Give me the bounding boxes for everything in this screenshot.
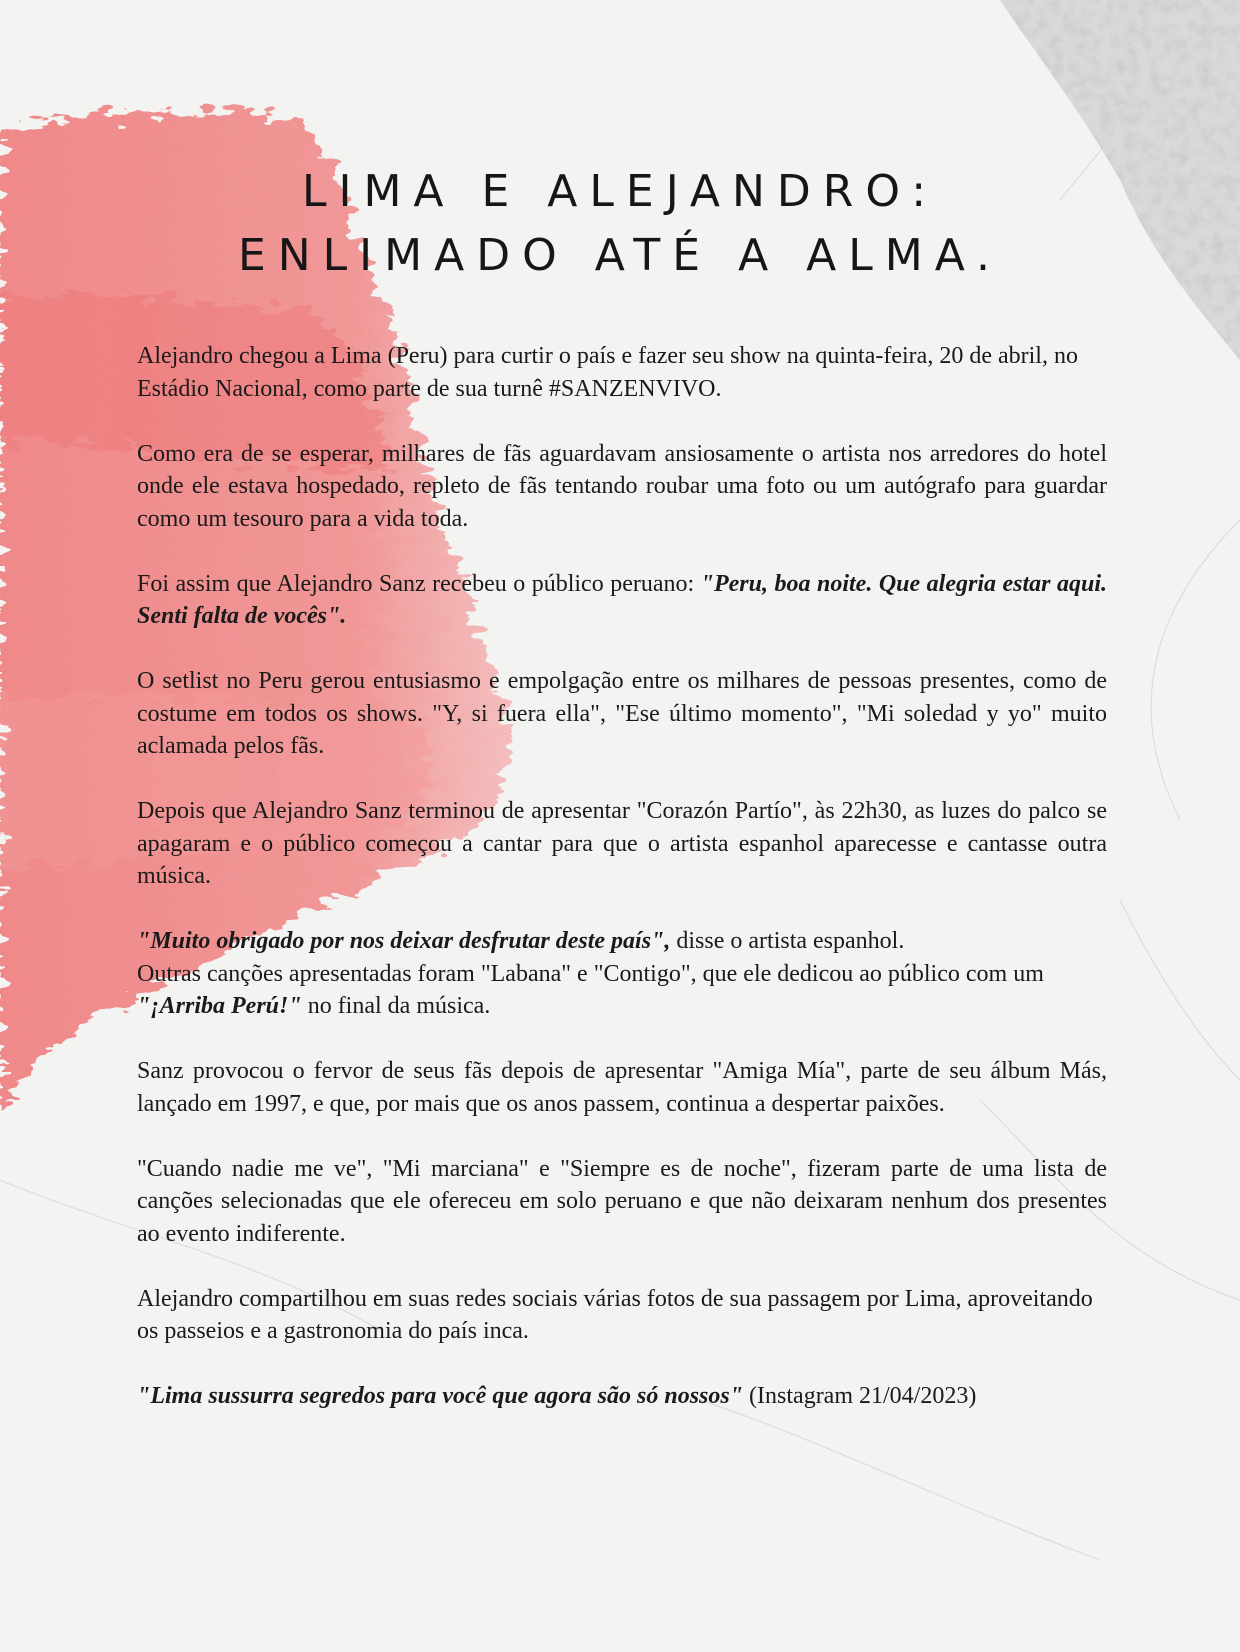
thanks-quote: "Muito obrigado por nos deixar desfrutar deste país", — [137, 928, 671, 954]
other-songs-text: Outras canções apresentadas foram "Labana" e "Contigo", que ele dedicou ao público com um — [137, 960, 1044, 987]
paragraph-arrival: Alejandro chegou a Lima (Peru) para curtir o país e fazer seu show na quinta-feira, 20 de abril, no Estádio Nacional, como parte de sua turnê #SANZENVIVO. — [137, 343, 1078, 402]
paragraph-thanks — [137, 925, 1107, 1023]
paragraph-song-list: "Cuando nadie me ve", "Mi marciana" e "Siempre es de noche", fizeram parte de uma lista de canções selecionadas que ele ofereceu em solo peruano e que não deixaram nenhum dos presentes ao evento indiferente. — [137, 1155, 1107, 1247]
other-songs-end: no final da música. — [301, 993, 491, 1019]
paragraph-fans-hotel: Como era de se esperar, milhares de fãs aguardavam ansiosamente o artista nos arredores do hotel onde ele estava hospedado, repleto de fãs tentando roubar uma foto ou um autógrafo para guardar como um tesouro para a vida toda. — [137, 440, 1107, 532]
page-title — [0, 160, 1240, 288]
title-line-2: ENLIMADO ATÉ A ALMA. — [237, 230, 1003, 281]
arriba-peru-quote: "¡Arriba Perú!" — [137, 993, 302, 1019]
greeting-quote: "Peru, boa noite. Que alegria estar aqui. Senti falta de vocês". — [137, 570, 1107, 629]
instagram-quote: "Lima sussurra segredos para você que agora são só nossos" — [137, 1383, 744, 1409]
paragraph-social-media: Alejandro compartilhou em suas redes sociais várias fotos de sua passagem por Lima, aproveitando os passeios e a gastronomia do país inca. — [137, 1285, 1093, 1344]
paragraph-amiga-mia: Sanz provocou o fervor de seus fãs depois de apresentar "Amiga Mía", parte de seu álbum Más, lançado em 1997, e que, por mais que os anos passem, continua a despertar paixões. — [137, 1058, 1107, 1117]
paragraph-instagram-quote — [137, 1380, 1107, 1413]
paragraph-corazon-partio: Depois que Alejandro Sanz terminou de apresentar "Corazón Partío", às 22h30, as luzes do palco se apagaram e o público começou a cantar para que o artista espanhol aparecesse e cantasse outra música. — [137, 798, 1107, 889]
paragraph-setlist: O setlist no Peru gerou entusiasmo e empolgação entre os milhares de pessoas presentes, como de costume em todos os shows. "Y, si fuera ella", "Ese último momento", "Mi soledad y yo" muito aclamada pelos fãs. — [137, 668, 1107, 759]
title-line-1: LIMA E ALEJANDRO: — [301, 166, 939, 217]
article-body — [137, 340, 1107, 1445]
paragraph-greeting — [137, 568, 1107, 633]
greeting-intro: Foi assim que Alejandro Sanz recebeu o público peruano: — [137, 570, 701, 597]
instagram-source: (Instagram 21/04/2023) — [743, 1383, 977, 1409]
thanks-after-quote: disse o artista espanhol. — [670, 928, 905, 954]
